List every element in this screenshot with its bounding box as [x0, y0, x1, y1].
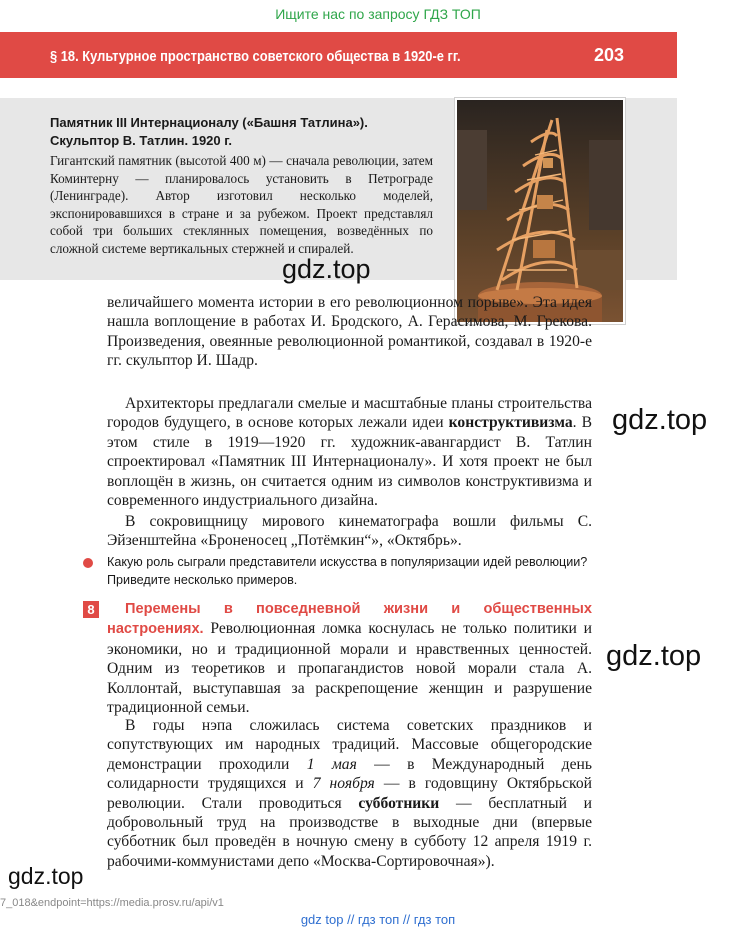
question-bullet-icon [83, 558, 93, 568]
bottom-links[interactable]: gdz top // гдз топ // гдз топ [300, 912, 456, 927]
paragraph-5 [107, 716, 592, 871]
watermark: gdz.top [606, 640, 702, 672]
paragraph-5-text-a: В годы нэпа сложилась система советских праздников и сопутствующих им народных традиций. Массовые общегородские демонстрации проходили [107, 717, 592, 773]
term-constructivism: конструктивизма [448, 414, 573, 432]
review-question: Какую роль сыграли представители искусства в популяризации идей революции? Приведите несколько примеров. [107, 555, 588, 587]
watermark: gdz.top [612, 404, 708, 436]
cropped-url-text: 7_018&endpoint=https://media.prosv.ru/api/v1 [0, 897, 224, 909]
tatlin-tower-photo [455, 98, 625, 324]
section-number-badge: 8 [83, 601, 99, 618]
chapter-title: § 18. Культурное пространство советского общества в 1920-е гг. [50, 48, 461, 65]
top-search-hint[interactable]: Ищите нас по запросу ГДЗ ТОП [275, 6, 481, 22]
caption-title: Памятник III Интернационалу («Башня Татлина»). Скульптор В. Татлин. 1920 г. [50, 115, 368, 148]
date-may-1: 1 мая [306, 755, 357, 773]
paragraph-5-text-d: — бесплатный и добровольный труд на производстве в выходные дни (впервые субботник был проведён в ночную смену в субботу 12 апреля 1919 г. рабочими-коммунистами депо «Москва-Сортировочная»). [107, 794, 592, 870]
paragraph-3: В сокровищницу мирового кинематографа вошли фильмы С. Эйзенштейна «Броненосец „Потёмкин“», «Октябрь». [107, 513, 592, 550]
section-heading: Перемены в повседневной жизни и общественных настроениях. [107, 601, 592, 638]
paragraph-4 [107, 599, 592, 717]
paragraph-2 [107, 394, 592, 510]
date-november-7: 7 ноября [312, 775, 375, 793]
watermark: gdz.top [8, 863, 84, 889]
paragraph-2-text-b: . В этом стиле в 1919—1920 гг. художник-авангардист В. Татлин спроектировал «Памятник III Интернационалу». И хотя проект не был воплощён в жизнь, он считается одним из символов конструктивизма и современного индустриального дизайна. [107, 414, 592, 510]
paragraph-4-text: Революционная ломка коснулась не только политики и экономики, но и традиционной морали и нравственных ценностей. Одним из теоретиков и пропагандистов новой морали стала А. Коллонтай, выступавшая за раскрепощение женщин и разрушение традиционной семьи. [107, 620, 592, 717]
paragraph-5-text-c: — в годовщину Октябрьской революции. Стали проводиться [107, 775, 592, 812]
page-number: 203 [594, 45, 625, 65]
paragraph-2-text-a: Архитекторы предлагали смелые и масштабные планы строительства городов будущего, в основе которых лежали идеи [107, 395, 592, 432]
watermark: gdz.top [282, 254, 371, 284]
paragraph-5-text-b: — в Международный день солидарности трудящихся и [107, 755, 592, 793]
caption-text: Гигантский памятник (высотой 400 м) — сначала революции, затем Коминтерну — планировалось установить в Петрограде (Ленинграде). Автор изготовил несколько моделей, экспонировавшихся в стране и за рубежом. Проект представлял собой три больших стеклянных помещения, возведённых по сложной системе вертикальных стержней и спиралей. [50, 153, 433, 256]
term-subbotniki: субботники [358, 794, 440, 812]
paragraph-1: величайшего момента истории в его революционном порыве». Эта идея нашла воплощение в работах И. Бродского, А. Герасимова, М. Грекова. Произведения, овеянные революционной романтикой, создавал в 1920-е гг. скульптор И. Шадр. [107, 294, 592, 370]
